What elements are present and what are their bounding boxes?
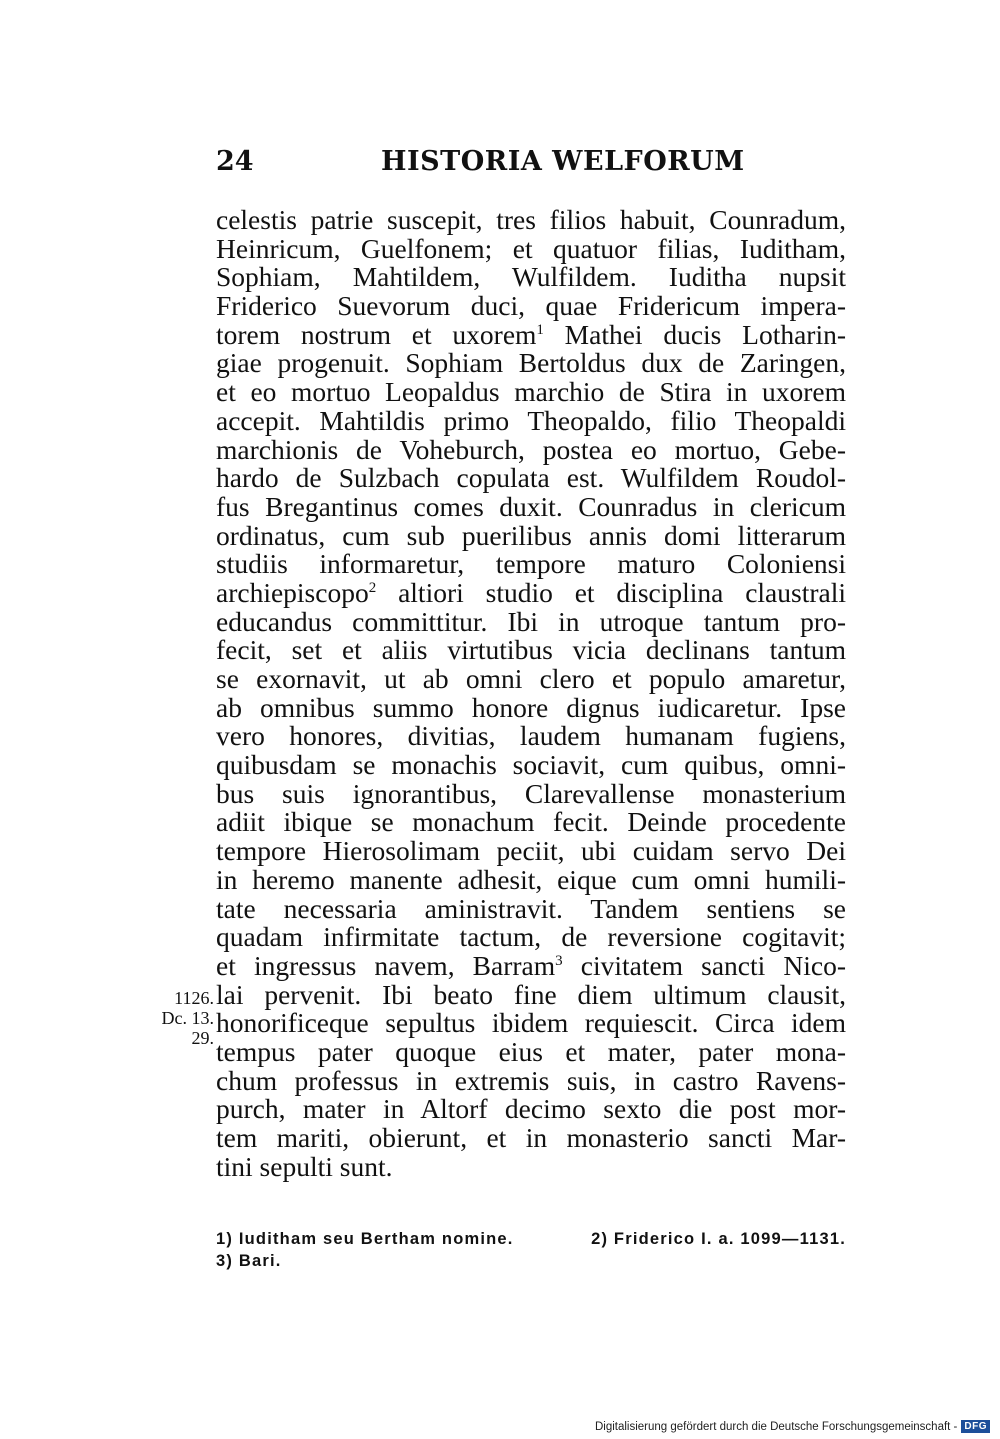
text-line: educandus committitur. Ibi in utroque tantum pro- (216, 605, 846, 637)
text-line: fus Bregantinus comes duxit. Counradus in clericum (216, 490, 846, 522)
digitization-notice (595, 1420, 990, 1433)
text-line: hardo de Sulzbach copulata est. Wulfildem Roudol- (216, 462, 846, 494)
text-line: fecit, set et aliis virtutibus vicia declinans tantum (216, 634, 846, 666)
text-line: Sophiam, Mahtildem, Wulfildem. Iuditha nupsit (216, 261, 846, 293)
text-line: Heinricum, Guelfonem; et quatuor filias, Iuditham, (216, 232, 846, 264)
text-line: adiit ibique se monachum fecit. Deinde procedente (216, 806, 846, 838)
text-line: chum professus in extremis suis, in castro Ravens- (216, 1064, 846, 1096)
dfg-logo: DFG (961, 1420, 990, 1433)
footnote-marker: 2 (368, 579, 377, 596)
text-line (216, 318, 846, 350)
text-segment: et ingressus navem, Barram (216, 949, 556, 981)
text-segment: civitatem sancti Nico- (562, 949, 847, 981)
footnote-row (216, 1250, 846, 1272)
page-number: 24 (216, 146, 254, 177)
footnote-3: 3) Bari. (216, 1252, 282, 1270)
text-line: purch, mater in Altorf decimo sexto die post mor- (216, 1093, 846, 1125)
footnote-2: 2) Friderico I. a. 1099—1131. (591, 1230, 846, 1248)
main-text (216, 206, 846, 1181)
digitization-text: Digitalisierung gefördert durch die Deutsche Forschungsgemeinschaft - (594, 1420, 958, 1433)
text-line: ordinatus, cum sub puerilibus annis domi litterarum (216, 519, 846, 551)
text-line: celestis patrie suscepit, tres filios habuit, Counradum, (216, 204, 846, 235)
text-line (216, 576, 846, 608)
footnote-marker: 3 (555, 952, 563, 969)
running-title: HISTORIA WELFORUM (381, 146, 745, 177)
text-segment: torem nostrum et uxorem (216, 318, 537, 350)
footnote-1: 1) Iuditham seu Bertham nomine. (216, 1230, 514, 1248)
text-line: giae progenuit. Sophiam Bertoldus dux de Zaringen, (216, 347, 846, 379)
margin-note-day: 29. (191, 1028, 214, 1048)
text-line: Friderico Suevorum duci, quae Fridericum impera- (216, 290, 846, 322)
text-line: marchionis de Voheburch, postea eo mortuo, Gebe- (216, 433, 846, 465)
margin-note-month-day: Dc. 13. (161, 1008, 214, 1028)
text-line: quibusdam se monachis sociavit, cum quibus, omni- (216, 749, 846, 781)
text-line: tempore Hierosolimam peciit, ubi cuidam servo Dei (216, 835, 846, 867)
text-line: in heremo manente adhesit, eique cum omni humili- (216, 863, 846, 895)
text-line: et eo mortuo Leopaldus marchio de Stira in uxorem (216, 376, 846, 408)
footnote-row (216, 1228, 846, 1250)
footnotes (216, 1228, 846, 1272)
text-line (216, 949, 847, 981)
text-line: studiis informaretur, tempore maturo Coloniensi (216, 548, 846, 580)
text-line: bus suis ignorantibus, Clarevallense monasterium (216, 777, 846, 809)
text-segment: Mathei ducis Lotharin- (543, 318, 846, 350)
text-segment: archiepiscopo (216, 576, 369, 608)
text-line: tini sepulti sunt. (216, 1150, 393, 1182)
text-line: accepit. Mahtildis primo Theopaldo, filio Theopaldi (216, 404, 846, 436)
text-line: ab omnibus summo honore dignus iudicaretur. Ipse (216, 691, 846, 723)
text-line: tempus pater quoque eius et mater, pater mona- (216, 1035, 846, 1067)
text-segment: altiori studio et disciplina claustrali (376, 576, 846, 608)
margin-notes (150, 988, 214, 1048)
text-line: tem mariti, obierunt, et in monasterio sancti Mar- (216, 1122, 846, 1153)
text-line: lai pervenit. Ibi beato fine diem ultimum clausit, (216, 978, 846, 1010)
text-line: honorificeque sepultus ibidem requiescit. Circa idem (216, 1007, 846, 1039)
margin-note-year: 1126. (174, 988, 214, 1008)
text-line: quadam infirmitate tactum, de reversione cogitavit; (216, 921, 846, 953)
footnote-marker: 1 (536, 321, 544, 338)
text-line: se exornavit, ut ab omni clero et populo amaretur, (216, 663, 846, 694)
text-line: tate necessaria aministravit. Tandem sentiens se (216, 892, 846, 924)
text-line: vero honores, divitias, laudem humanam fugiens, (216, 720, 846, 752)
page-header (216, 146, 846, 186)
